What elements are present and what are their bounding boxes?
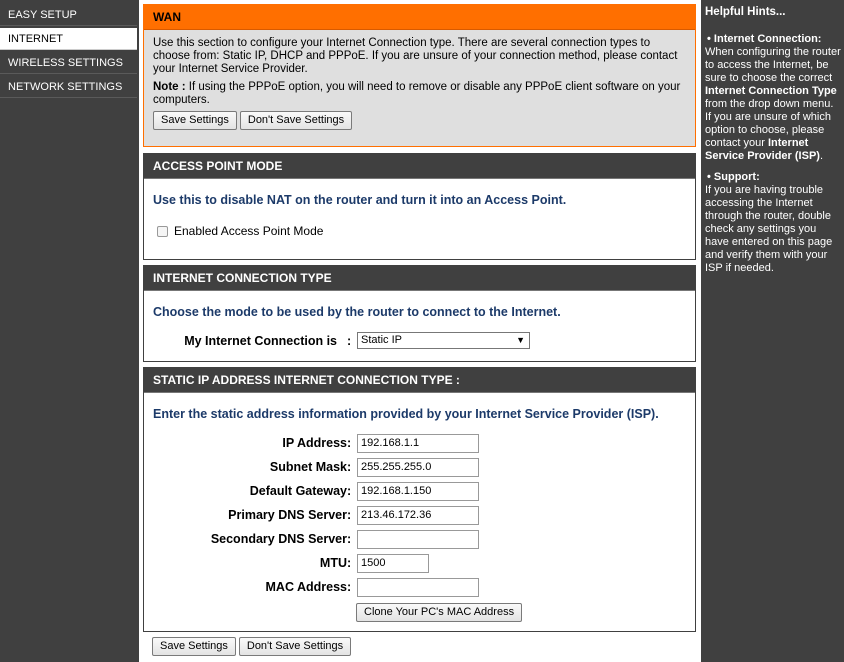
wan-title: WAN (144, 5, 695, 30)
static-ip-lead: Enter the static address information provided by your Internet Service Provider (ISP). (153, 407, 659, 421)
access-point-mode-checkbox-label[interactable]: Enabled Access Point Mode (174, 224, 324, 238)
mtu-field[interactable]: 1500 (357, 554, 429, 573)
default-gateway-field[interactable]: 192.168.1.150 (357, 482, 479, 501)
hint-support-head: Support: (713, 171, 760, 183)
helpful-hints-panel (703, 0, 844, 662)
connection-type-selected-value: Static IP (361, 334, 402, 346)
static-ip-title: STATIC IP ADDRESS INTERNET CONNECTION TYPE : (144, 368, 695, 393)
bullet-icon: • (707, 171, 711, 183)
save-settings-button[interactable]: Save Settings (153, 111, 237, 130)
hint-internet-connection (705, 33, 842, 163)
bottom-button-row (152, 637, 351, 656)
sidebar-item-network-settings[interactable]: NETWORK SETTINGS (0, 76, 137, 98)
hint-support (705, 171, 842, 275)
mac-address-label: MAC Address (265, 580, 347, 594)
internet-connection-type-title: INTERNET CONNECTION TYPE (144, 266, 695, 291)
bullet-icon: • (707, 33, 711, 45)
note-label: Note : (153, 81, 186, 93)
wan-section (143, 4, 696, 147)
bottom-save-settings-button[interactable]: Save Settings (152, 637, 236, 656)
bottom-dont-save-settings-button[interactable]: Don't Save Settings (239, 637, 351, 656)
internet-connection-type-section (143, 265, 696, 362)
wan-description: Use this section to configure your Internet Connection type. There are several connection types to choose from: Static IP, DHCP and PPPoE. If you are unsure of your connection method, please contact your Internet Service Provider. (153, 37, 678, 75)
access-point-mode-lead: Use this to disable NAT on the router and turn it into an Access Point. (153, 193, 567, 207)
main-content (139, 0, 701, 662)
primary-dns-label: Primary DNS Server (228, 508, 347, 522)
chevron-down-icon: ▼ (516, 335, 525, 345)
connection-type-label: My Internet Connection is (184, 334, 337, 348)
subnet-mask-field[interactable]: 255.255.255.0 (357, 458, 479, 477)
access-point-mode-title: ACCESS POINT MODE (144, 154, 695, 179)
connection-type-colon: : (347, 334, 352, 348)
dont-save-settings-button[interactable]: Don't Save Settings (240, 111, 352, 130)
sidebar (0, 0, 137, 662)
secondary-dns-label: Secondary DNS Server (210, 532, 347, 546)
wan-note (144, 76, 695, 107)
hint-support-body: If you are having trouble accessing the Internet through the router, double check any settings you have entered on this page and verify them with your ISP if needed. (705, 184, 833, 274)
sidebar-item-wireless-settings[interactable]: WIRELESS SETTINGS (0, 52, 137, 74)
access-point-mode-section (143, 153, 696, 260)
connection-type-select[interactable] (357, 332, 530, 349)
primary-dns-field[interactable]: 213.46.172.36 (357, 506, 479, 525)
internet-connection-type-lead: Choose the mode to be used by the router to connect to the Internet. (153, 305, 561, 319)
clone-mac-button[interactable]: Clone Your PC's MAC Address (356, 603, 522, 622)
helpful-hints-title: Helpful Hints... (705, 6, 786, 18)
ip-address-field[interactable]: 192.168.1.1 (357, 434, 479, 453)
static-ip-section: STATIC IP ADDRESS INTERNET CONNECTION TYPE : Enter the static address information provided by your Internet Service Provider (ISP). IP Address : 192.168.1.1 Subnet Mask : 255.255.255.0 Default Gateway : 192.168.1.150 Primary DNS Server : 213.46.172.36 Secondary DNS Server : MTU : 1500 MAC Address : Clone Your PC's MAC Address (143, 367, 696, 632)
access-point-mode-checkbox[interactable] (157, 226, 168, 237)
secondary-dns-field[interactable] (357, 530, 479, 549)
mtu-label: MTU (319, 556, 347, 570)
ip-address-label: IP Address (282, 436, 347, 450)
note-text: If using the PPPoE option, you will need to remove or disable any PPPoE client software on your computers. (153, 81, 681, 106)
hint-internet-connection-head: Internet Connection: (713, 33, 822, 45)
mac-address-field[interactable] (357, 578, 479, 597)
hint-internet-connection-body: When configuring the router to access the Internet, be sure to choose the correct Internet Connection Type from the drop down menu. If you are unsure of which option to choose, please contact your Internet Service Provider (ISP). (705, 46, 841, 162)
default-gateway-label: Default Gateway (249, 484, 347, 498)
sidebar-item-easy-setup[interactable]: EASY SETUP (0, 4, 137, 26)
sidebar-item-internet[interactable]: INTERNET (0, 28, 137, 50)
subnet-mask-label: Subnet Mask (269, 460, 347, 474)
